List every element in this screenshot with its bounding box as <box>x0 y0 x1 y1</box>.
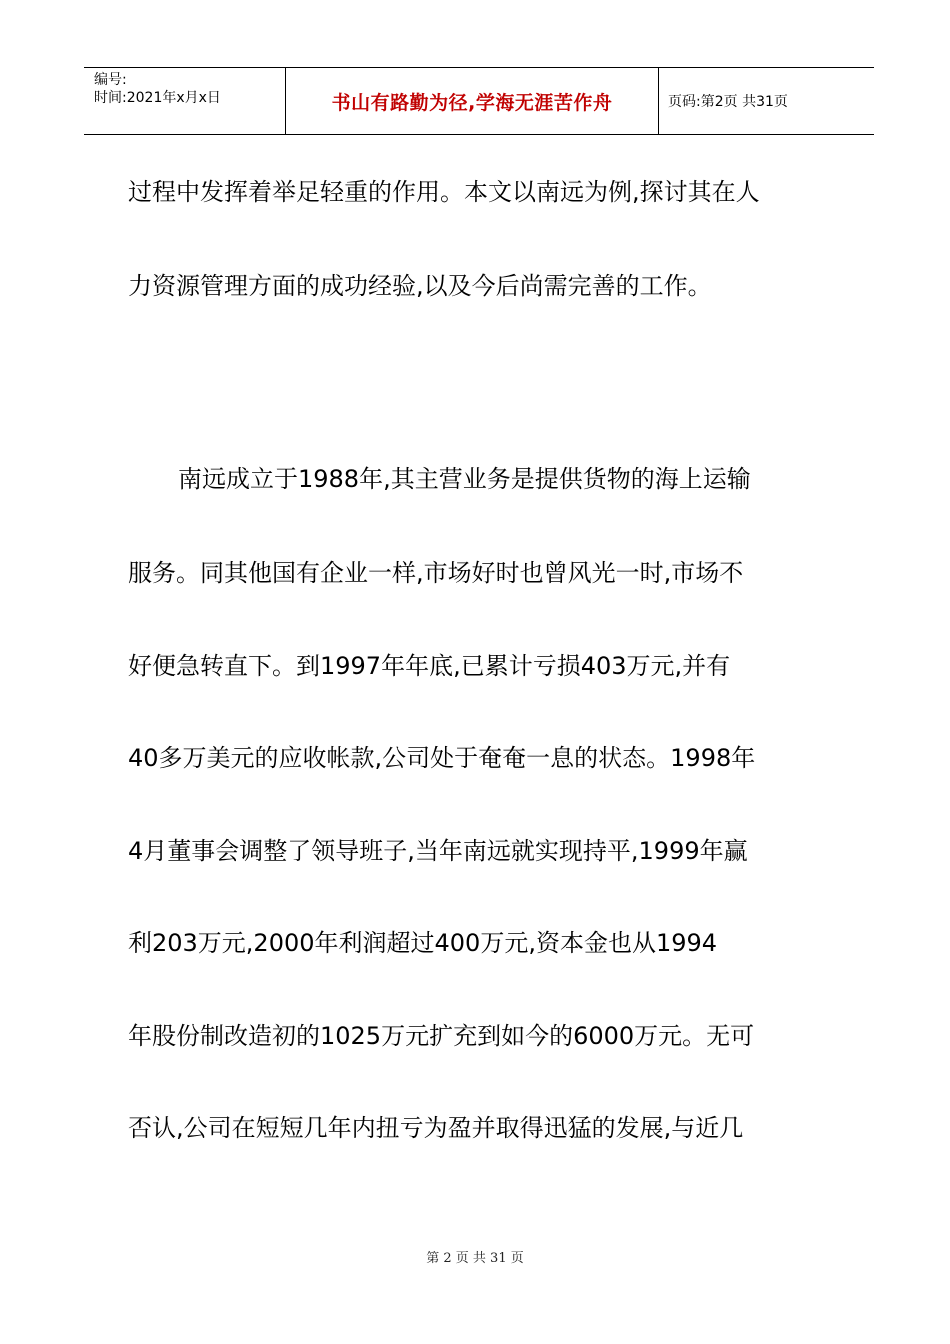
body-line: 力资源管理方面的成功经验,以及今后尚需完善的工作。 <box>128 272 712 300</box>
body-line: 4月董事会调整了领导班子,当年南远就实现持平,1999年赢 <box>128 837 748 865</box>
document-number-label: 编号: <box>94 72 127 88</box>
page-header <box>84 67 874 135</box>
body-line: 年股份制改造初的1025万元扩充到如今的6000万元。无可 <box>128 1022 755 1050</box>
body-line: 40多万美元的应收帐款,公司处于奄奄一息的状态。1998年 <box>128 744 756 772</box>
document-time-label: 时间:2021年x月x日 <box>94 90 221 106</box>
header-motto: 书山有路勤为径,学海无涯苦作舟 <box>286 68 659 134</box>
body-line: 好便急转直下。到1997年年底,已累计亏损403万元,并有 <box>128 652 731 680</box>
body-line: 利203万元,2000年利润超过400万元,资本金也从1994 <box>128 929 718 957</box>
body-line: 否认,公司在短短几年内扭亏为盈并取得迅猛的发展,与近几 <box>128 1114 744 1142</box>
header-meta <box>84 68 286 134</box>
body-line: 过程中发挥着举足轻重的作用。本文以南远为例,探讨其在人 <box>128 178 760 206</box>
header-page-info: 页码:第2页 共31页 <box>668 94 788 110</box>
paragraph-first-line: 南远成立于1988年,其主营业务是提供货物的海上运输 <box>178 465 751 493</box>
body-line: 服务。同其他国有企业一样,市场好时也曾风光一时,市场不 <box>128 559 744 587</box>
page-footer: 第 2 页 共 31 页 <box>426 1251 524 1266</box>
